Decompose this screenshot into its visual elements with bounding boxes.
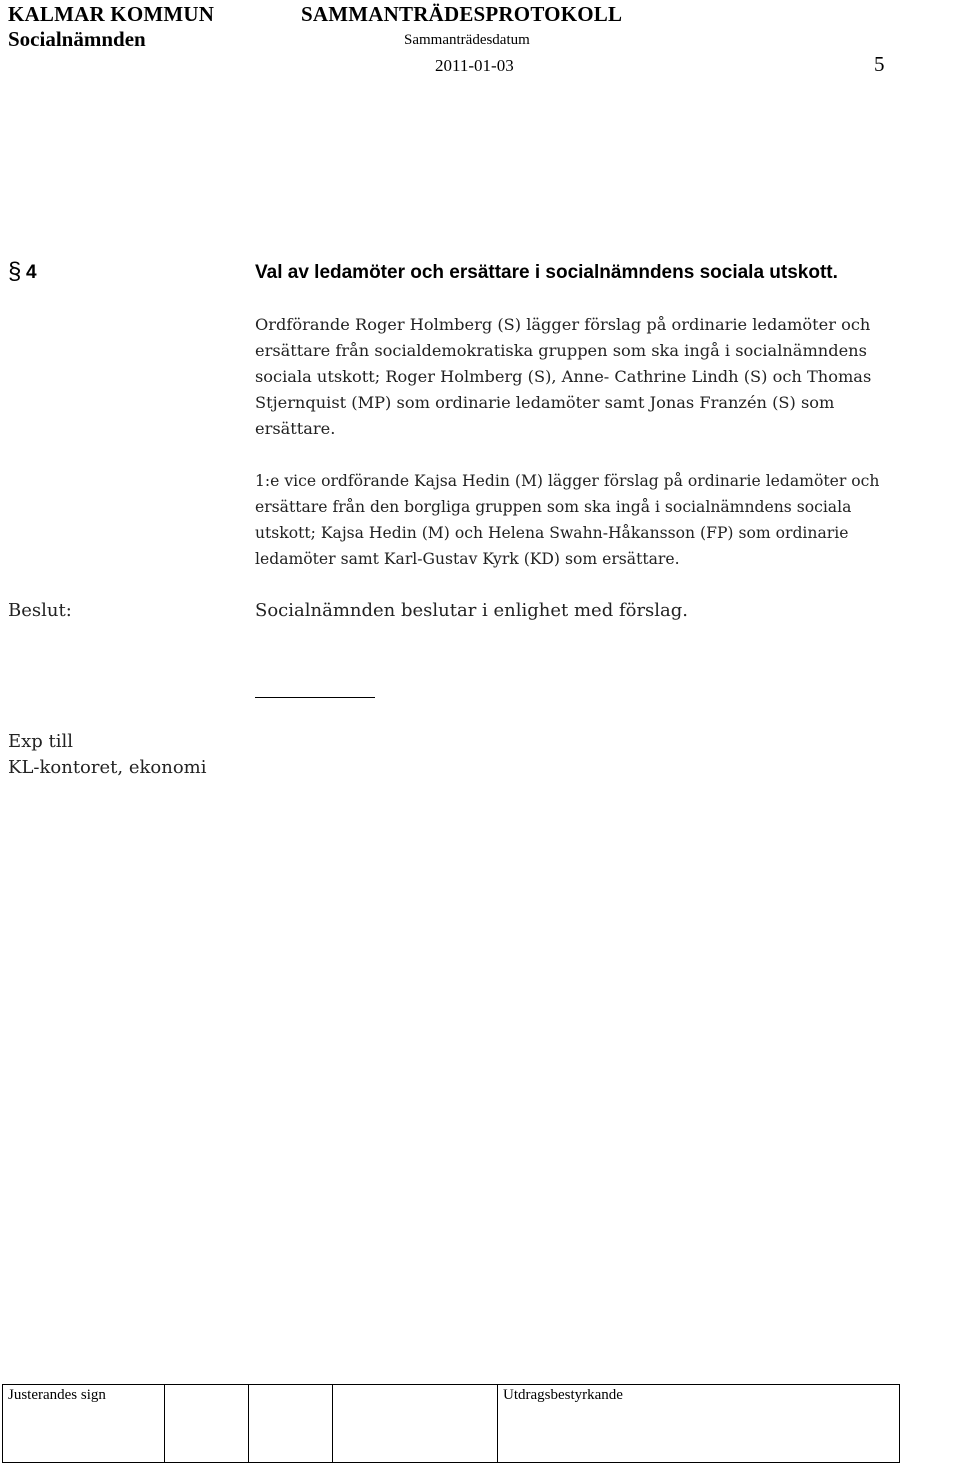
decision-label: Beslut:: [8, 600, 72, 621]
distribution-recipient: KL-kontoret, ekonomi: [8, 757, 207, 778]
justerandes-sign-label: Justerandes sign: [8, 1387, 106, 1403]
distribution-heading: Exp till: [8, 731, 74, 752]
paragraph-line: Stjernquist (MP) som ordinarie ledamöter samt Jonas Franzén (S) som: [255, 393, 835, 412]
paragraph-line: 1:e vice ordförande Kajsa Hedin (M) lägger förslag på ordinarie ledamöter och: [255, 472, 880, 490]
paragraph-line: ersättare från den borgliga gruppen som ska ingå i socialnämndens sociala: [255, 498, 852, 516]
paragraph-line: ledamöter samt Karl-Gustav Kyrk (KD) som ersättare.: [255, 550, 680, 568]
committee-name: Socialnämnden: [8, 27, 146, 51]
meeting-date-label: Sammanträdesdatum: [404, 32, 530, 48]
section-separator: [255, 697, 375, 698]
signature-cell: [165, 1385, 249, 1462]
paragraph-proposal-opposition: [255, 468, 960, 572]
page-number: 5: [874, 52, 885, 76]
paragraph-line: utskott; Kajsa Hedin (M) och Helena Swahn-Håkansson (FP) som ordinarie: [255, 524, 849, 542]
utdragsbestyrkande-label: Utdragsbestyrkande: [503, 1387, 623, 1403]
section-title: Val av ledamöter och ersättare i socialnämndens sociala utskott.: [255, 262, 838, 283]
section-sign-icon: §: [8, 258, 22, 285]
signature-cell: [333, 1385, 498, 1462]
meeting-date: 2011-01-03: [435, 56, 514, 75]
organization-name: KALMAR KOMMUN: [8, 2, 215, 26]
signature-table: [2, 1384, 900, 1463]
signature-cell-justerandes: [3, 1385, 165, 1462]
signature-cell: [249, 1385, 333, 1462]
section-number: 4: [26, 262, 37, 283]
signature-cell-utdrag: [498, 1385, 899, 1462]
paragraph-line: ersättare.: [255, 419, 336, 438]
paragraph-line: Ordförande Roger Holmberg (S) lägger förslag på ordinarie ledamöter och: [255, 315, 871, 334]
paragraph-line: ersättare från socialdemokratiska gruppen som ska ingå i socialnämndens: [255, 341, 867, 360]
paragraph-proposal-majority: [255, 312, 960, 442]
paragraph-line: sociala utskott; Roger Holmberg (S), Anne- Cathrine Lindh (S) och Thomas: [255, 367, 872, 386]
document-type: SAMMANTRÄDESPROTOKOLL: [301, 2, 623, 26]
decision-text: Socialnämnden beslutar i enlighet med förslag.: [255, 600, 689, 621]
